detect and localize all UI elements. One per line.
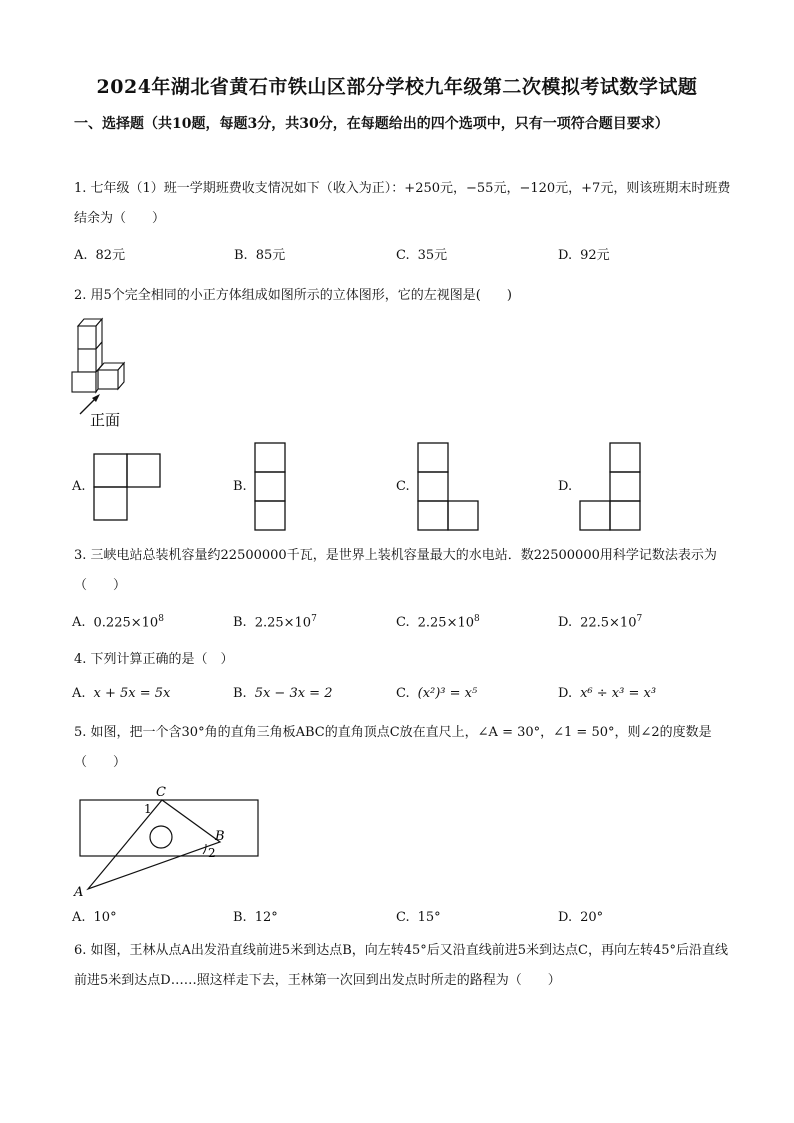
label-1: 1 xyxy=(144,802,152,816)
label-b: B xyxy=(215,829,225,844)
front-view-label: 正面 xyxy=(90,411,121,429)
q3-option-a[interactable]: A. $0.225\times 10^8$ xyxy=(72,614,164,631)
q2-option-d-label[interactable]: D. xyxy=(558,479,573,494)
q1-option-b[interactable]: B. 85元 xyxy=(234,248,286,263)
q5-option-c[interactable]: C. 15° xyxy=(396,910,441,925)
question-5-text: 5. 如图，把一个含30°角的直角三角板ABC的直角顶点C放在直尺上，∠A = 30°，∠1 = 50°，则∠2的度数是（ ） xyxy=(74,725,712,770)
label-2: 2 xyxy=(208,846,216,860)
q2-option-a-figure[interactable] xyxy=(92,452,162,522)
question-6-text: 6. 如图，王林从点A出发沿直线前进5米到达点B，向左转45°后又沿直线前进5米到达点C，再向左转45°后沿直线前进5米到达点D……照这样走下去，王林第一次回到出发点时所走的路程为（ ） xyxy=(74,943,729,988)
q2-option-d-figure[interactable] xyxy=(578,441,642,533)
q4-option-b[interactable]: B. 5x − 3x = 2 xyxy=(233,686,333,701)
ruler-rect xyxy=(80,800,258,856)
question-2-text: 2. 用5个完全相同的小正方体组成如图所示的立体图形，它的左视图是( ) xyxy=(74,288,512,303)
q5-option-b[interactable]: B. 12° xyxy=(233,910,278,925)
q5-option-a[interactable]: A. 10° xyxy=(72,910,117,925)
section-heading: 一、选择题（共10题，每题3分，共30分，在每题给出的四个选项中，只有一项符合题目要求） xyxy=(74,116,669,132)
q1-option-d[interactable]: D. 92元 xyxy=(558,248,610,263)
q3-option-d[interactable]: D. $22.5\times 10^7$ xyxy=(558,614,643,631)
q4-option-d[interactable]: D. x⁶ ÷ x³ = x³ xyxy=(558,686,657,701)
q3-option-c[interactable]: C. $2.25\times 10^8$ xyxy=(396,614,480,631)
q2-option-a-label[interactable]: A. xyxy=(72,479,86,494)
label-a: A xyxy=(74,885,84,900)
q2-solid-figure xyxy=(68,314,148,432)
q2-option-b-figure[interactable] xyxy=(253,441,287,533)
q3-option-b[interactable]: B. $2.25\times 10^7$ xyxy=(233,614,317,631)
triangle-hole xyxy=(150,826,172,848)
page-title: 2024年湖北省黄石市铁山区部分学校九年级第二次模拟考试数学试题 xyxy=(96,76,698,98)
q4-option-c[interactable]: C. (x²)³ = x⁵ xyxy=(396,686,478,701)
question-3-text: 3. 三峡电站总装机容量约22500000千瓦，是世界上装机容量最大的水电站．数22500000用科学记数法表示为（ ） xyxy=(74,548,717,593)
q4-option-a[interactable]: A. x + 5x = 5x xyxy=(72,686,171,701)
q5-option-d[interactable]: D. 20° xyxy=(558,910,604,925)
q5-triangle-ruler-figure xyxy=(70,782,270,900)
q2-option-c-label[interactable]: C. xyxy=(396,479,410,494)
question-4-text: 4. 下列计算正确的是（ ） xyxy=(74,652,234,667)
q1-option-a[interactable]: A. 82元 xyxy=(74,248,126,263)
triangle-abc xyxy=(88,800,220,889)
q2-option-b-label[interactable]: B. xyxy=(233,479,247,494)
label-c: C xyxy=(156,785,166,800)
q2-option-c-figure[interactable] xyxy=(416,441,480,533)
q1-option-c[interactable]: C. 35元 xyxy=(396,248,448,263)
question-1-text: 1. 七年级（1）班一学期班费收支情况如下（收入为正）：+250元，−55元，−120元，+7元，则该班期末时班费结余为（ ） xyxy=(74,181,731,226)
